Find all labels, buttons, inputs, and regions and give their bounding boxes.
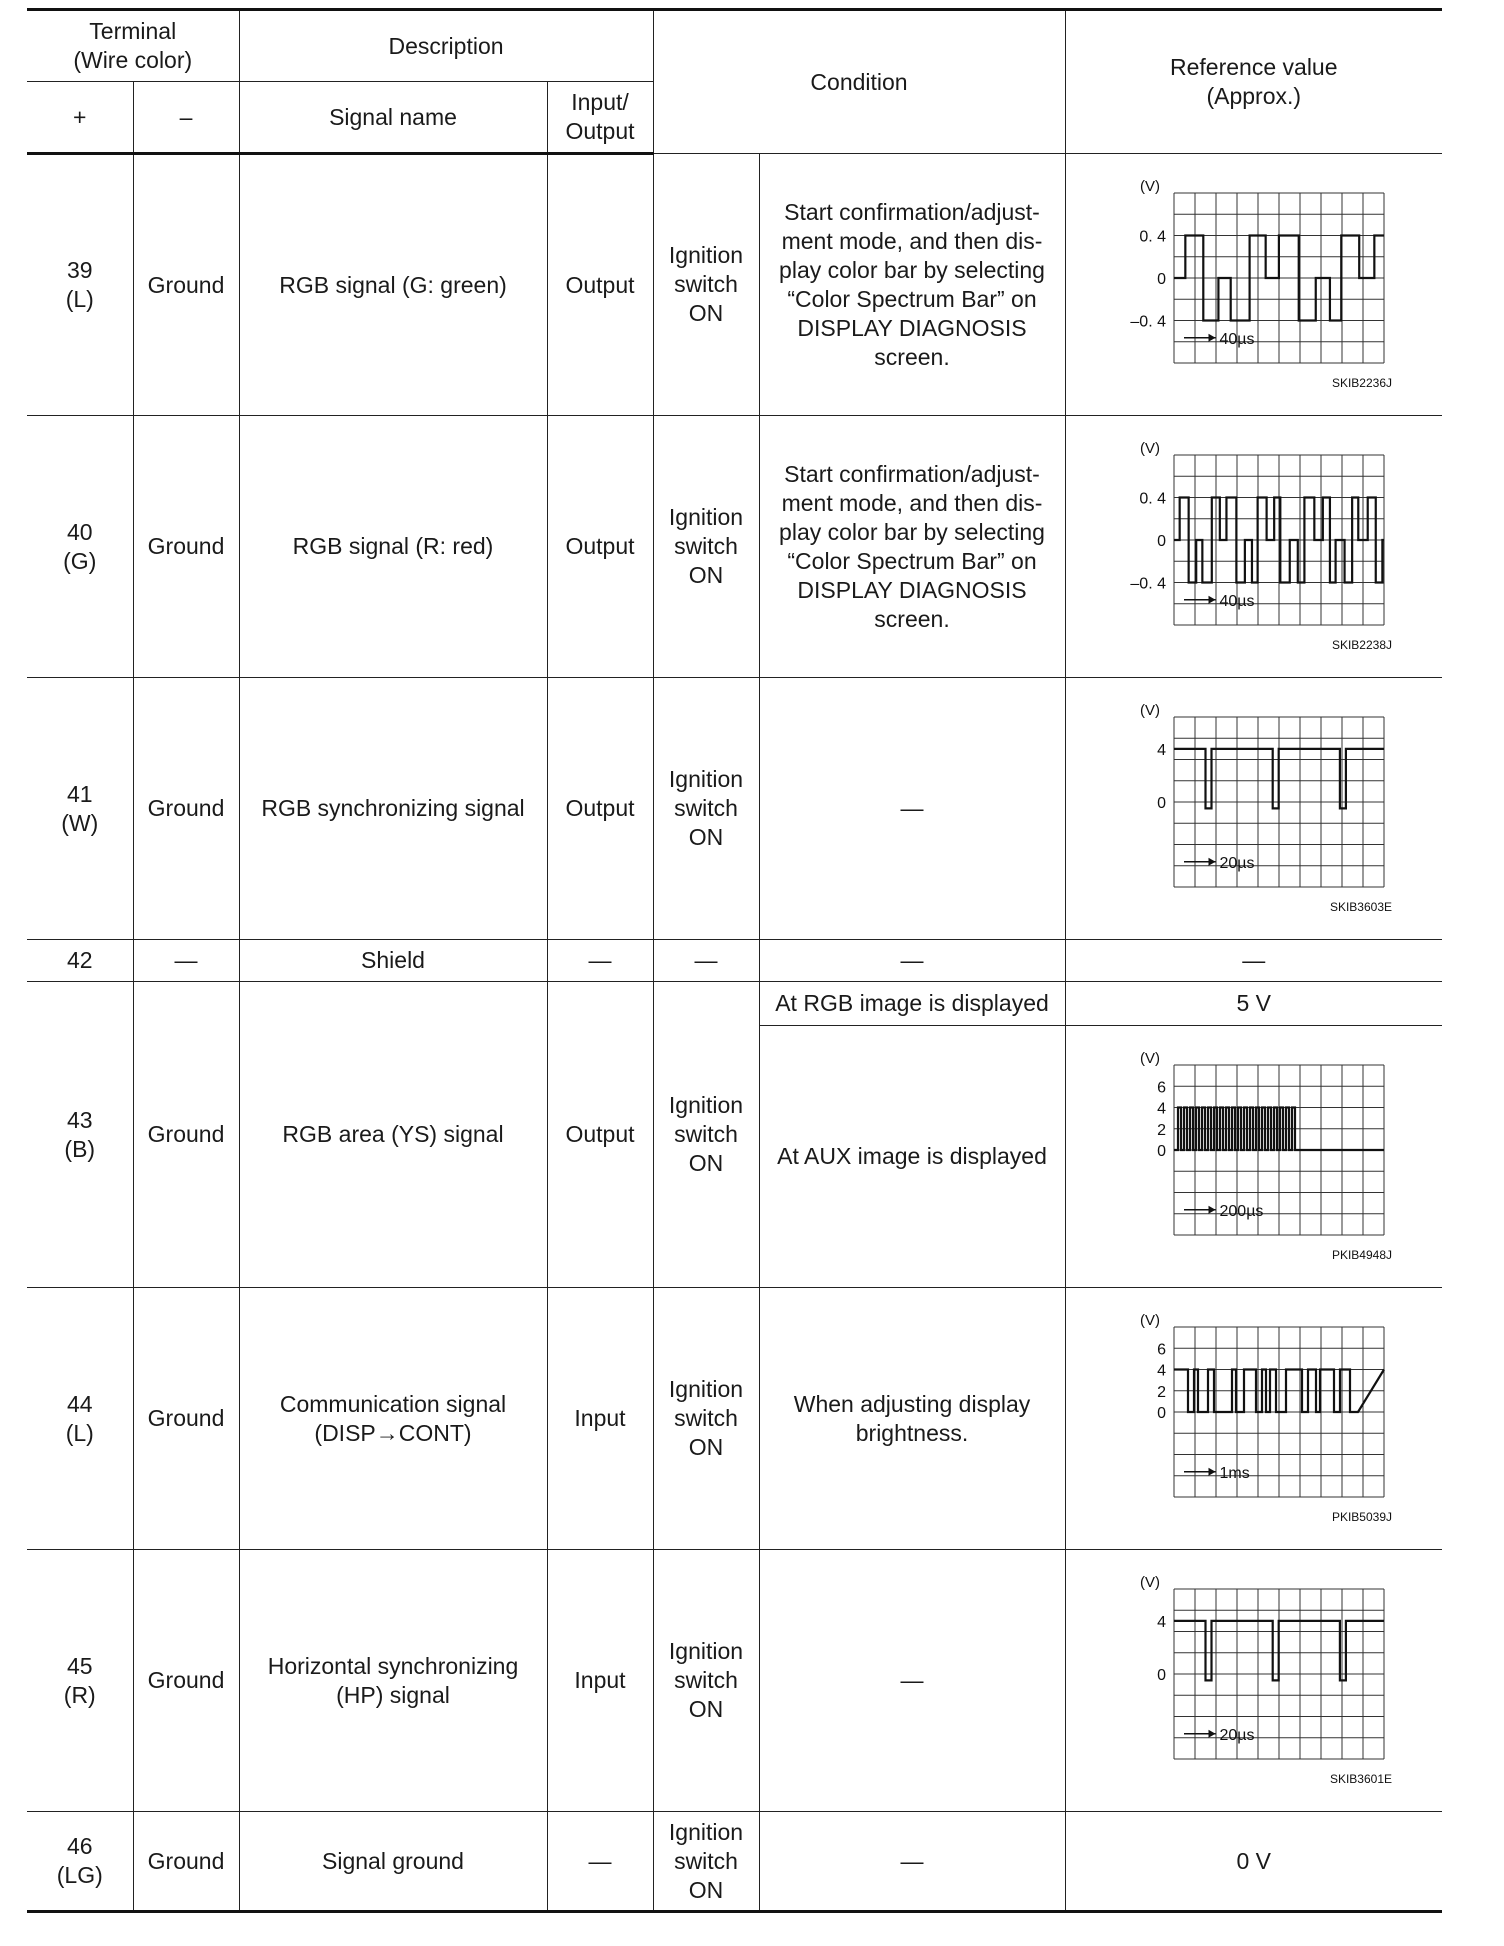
table-row: [27, 1812, 1442, 1912]
reference-waveform: [1065, 1288, 1442, 1550]
header-reference: Reference value (Approx.): [1065, 10, 1442, 154]
input-output: —: [547, 940, 653, 982]
tick-label: 4: [1156, 1613, 1166, 1631]
header-minus: –: [133, 82, 239, 154]
ignition-switch: Ignition switch ON: [653, 416, 759, 678]
figure-code: PKIB4948J: [1331, 1248, 1392, 1262]
tick-label: 4: [1156, 741, 1166, 759]
terminal-ground: Ground: [133, 982, 239, 1288]
timebase-arrowhead: [1208, 858, 1215, 866]
terminal-number: 39 (L): [27, 154, 133, 416]
axis-unit: (V): [1139, 1574, 1160, 1591]
tick-label: 0: [1156, 533, 1166, 550]
reference-value: 0 V: [1065, 1812, 1442, 1912]
condition: Start confirmation/adjust- ment mode, and then dis- play color bar by selecting “Color Spectrum Bar” on DISPLAY DIAGNOSIS screen.: [759, 416, 1065, 678]
tick-label: 0: [1156, 1143, 1166, 1160]
waveform-trace: [1174, 749, 1384, 809]
terminal-number: 44 (L): [27, 1288, 133, 1550]
timebase-arrowhead: [1208, 1468, 1215, 1476]
input-output: Output: [547, 416, 653, 678]
input-output: Input: [547, 1288, 653, 1550]
ignition-switch: Ignition switch ON: [653, 982, 759, 1288]
reference-waveform: [1065, 1550, 1442, 1812]
waveform-trace: [1174, 1621, 1384, 1681]
input-output: Output: [547, 678, 653, 940]
signal-name: RGB area (YS) signal: [239, 982, 547, 1288]
signal-name: Horizontal synchronizing (HP) signal: [239, 1550, 547, 1812]
condition-aux-image: At AUX image is displayed: [759, 1026, 1065, 1288]
header-input-output: Input/ Output: [547, 82, 653, 154]
table-row: [27, 982, 1442, 1026]
signal-name: RGB signal (R: red): [239, 416, 547, 678]
ignition-switch: Ignition switch ON: [653, 1550, 759, 1812]
condition: —: [759, 940, 1065, 982]
timebase-arrowhead: [1208, 596, 1215, 604]
terminal-ground: Ground: [133, 154, 239, 416]
reference-waveform: [1065, 154, 1442, 416]
waveform-chart: [1104, 433, 1404, 653]
ignition-switch: Ignition switch ON: [653, 1288, 759, 1550]
terminal-number: 41 (W): [27, 678, 133, 940]
waveform-chart: [1104, 1305, 1404, 1525]
tick-label: 0. 4: [1139, 490, 1166, 508]
axis-unit: (V): [1139, 1312, 1160, 1329]
tick-label: –0. 4: [1130, 313, 1166, 331]
ignition-switch: —: [653, 940, 759, 982]
table-row: [27, 678, 1442, 940]
condition: —: [759, 678, 1065, 940]
timebase-label: 20µs: [1219, 1726, 1255, 1744]
condition: When adjusting display brightness.: [759, 1288, 1065, 1550]
signal-name: Signal ground: [239, 1812, 547, 1912]
axis-unit: (V): [1139, 1050, 1160, 1067]
header-description: Description: [239, 10, 653, 82]
tick-label: 2: [1156, 1121, 1166, 1139]
header-signal-name: Signal name: [239, 82, 547, 154]
reference-waveform: [1065, 416, 1442, 678]
timebase-arrowhead: [1208, 1730, 1215, 1738]
tick-label: –0. 4: [1130, 575, 1166, 593]
terminal-ground: Ground: [133, 1812, 239, 1912]
input-output: Output: [547, 982, 653, 1288]
reference-value: 5 V: [1065, 982, 1442, 1026]
timebase-label: 40µs: [1219, 330, 1255, 348]
reference-value: —: [1065, 940, 1442, 982]
reference-waveform: [1065, 678, 1442, 940]
signal-name: Shield: [239, 940, 547, 982]
tick-label: 6: [1156, 1341, 1166, 1359]
figure-code: SKIB3601E: [1329, 1772, 1392, 1786]
terminal-ground: Ground: [133, 1550, 239, 1812]
terminal-ground: Ground: [133, 678, 239, 940]
table-row: [27, 1550, 1442, 1812]
terminal-number: 46 (LG): [27, 1812, 133, 1912]
input-output: Output: [547, 154, 653, 416]
terminal-reference-table: [27, 8, 1442, 1913]
terminal-ground: —: [133, 940, 239, 982]
timebase-label: 200µs: [1219, 1202, 1264, 1220]
header-terminal: Terminal (Wire color): [27, 10, 239, 82]
condition: —: [759, 1812, 1065, 1912]
figure-code: SKIB3603E: [1329, 900, 1392, 914]
timebase-label: 40µs: [1219, 592, 1255, 610]
table-row: [27, 940, 1442, 982]
signal-name: RGB synchronizing signal: [239, 678, 547, 940]
header-condition: Condition: [653, 10, 1065, 154]
axis-unit: (V): [1139, 178, 1160, 195]
timebase-label: 1ms: [1219, 1464, 1250, 1482]
terminal-ground: Ground: [133, 416, 239, 678]
timebase-arrowhead: [1208, 334, 1215, 342]
axis-unit: (V): [1139, 702, 1160, 719]
waveform-chart: [1104, 695, 1404, 915]
terminal-number: 45 (R): [27, 1550, 133, 1812]
tick-label: 6: [1156, 1079, 1166, 1097]
figure-code: PKIB5039J: [1331, 1510, 1392, 1524]
figure-code: SKIB2238J: [1331, 638, 1392, 652]
input-output: Input: [547, 1550, 653, 1812]
tick-label: 4: [1156, 1100, 1166, 1118]
tick-label: 4: [1156, 1362, 1166, 1380]
waveform-chart: [1104, 171, 1404, 391]
signal-name: RGB signal (G: green): [239, 154, 547, 416]
header-plus: +: [27, 82, 133, 154]
timebase-arrowhead: [1208, 1206, 1215, 1214]
tick-label: 0: [1156, 795, 1166, 812]
ignition-switch: Ignition switch ON: [653, 154, 759, 416]
terminal-ground: Ground: [133, 1288, 239, 1550]
table-row: [27, 1288, 1442, 1550]
figure-code: SKIB2236J: [1331, 376, 1392, 390]
table-row: [27, 154, 1442, 416]
tick-label: 0. 4: [1139, 228, 1166, 246]
input-output: —: [547, 1812, 653, 1912]
ignition-switch: Ignition switch ON: [653, 1812, 759, 1912]
ignition-switch: Ignition switch ON: [653, 678, 759, 940]
table-row: [27, 416, 1442, 678]
condition: Start confirmation/adjust- ment mode, and then dis- play color bar by selecting “Color Spectrum Bar” on DISPLAY DIAGNOSIS screen.: [759, 154, 1065, 416]
tick-label: 0: [1156, 271, 1166, 288]
signal-name: Communication signal (DISP→CONT): [239, 1288, 547, 1550]
axis-unit: (V): [1139, 440, 1160, 457]
terminal-number: 42: [27, 940, 133, 982]
tick-label: 2: [1156, 1383, 1166, 1401]
timebase-label: 20µs: [1219, 854, 1255, 872]
terminal-number: 40 (G): [27, 416, 133, 678]
tick-label: 0: [1156, 1405, 1166, 1422]
waveform-chart: [1104, 1567, 1404, 1787]
waveform-chart: [1104, 1043, 1404, 1263]
condition-rgb-image: At RGB image is displayed: [759, 982, 1065, 1026]
terminal-number: 43 (B): [27, 982, 133, 1288]
tick-label: 0: [1156, 1667, 1166, 1684]
reference-waveform: [1065, 1026, 1442, 1288]
condition: —: [759, 1550, 1065, 1812]
